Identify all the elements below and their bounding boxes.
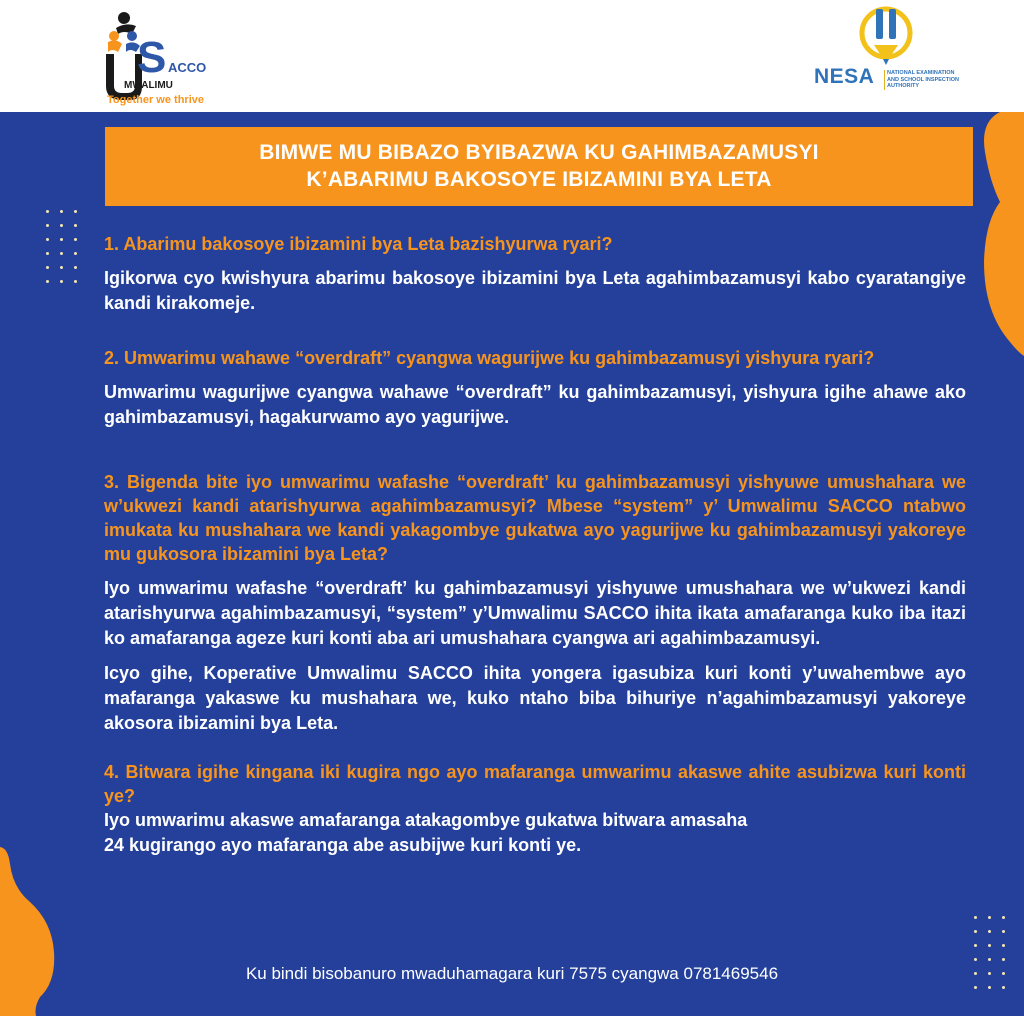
faq-answer-line: 24 kugirango ayo mafaranga abe asubijwe kuri konti ye. bbox=[104, 835, 582, 855]
dot bbox=[46, 210, 49, 213]
nesa-acronym: NESA bbox=[814, 65, 875, 88]
faq-question: 3. Bigenda bite iyo umwarimu wafashe “overdraft’ ku gahimbazamusyi yishyuwe umushahara we w’ukwezi kandi atarishyurwa agahimbazamusyi? Mbese “system” y’ Umwalimu SACCO ntabwo imukata ku mushahara we kandi yakagombye gukatwa ayo yagurijwe ku gahimbazamusyi yakoreye mu gukosora ibizamini bya Leta? bbox=[104, 472, 966, 564]
nesa-full-name-line: NATIONAL EXAMINATION bbox=[887, 70, 955, 76]
dot bbox=[974, 986, 977, 989]
dot bbox=[46, 252, 49, 255]
dot bbox=[74, 280, 77, 283]
nesa-pencil-ring-icon bbox=[856, 5, 916, 67]
header bbox=[0, 0, 1024, 112]
faq-item bbox=[104, 346, 966, 430]
dot bbox=[974, 958, 977, 961]
dot bbox=[974, 916, 977, 919]
nesa-full-name-line: AND SCHOOL INSPECTION bbox=[887, 76, 960, 83]
logo-tagline: Together we thrive bbox=[107, 94, 204, 106]
dot bbox=[1002, 986, 1005, 989]
logo-mwalimu-text: MWALIMU bbox=[124, 80, 173, 91]
faq-question: 4. Bitwara igihe kingana iki kugira ngo ayo mafaranga umwarimu akaswe ahite asubizwa kuri konti ye? bbox=[104, 762, 966, 806]
nesa-full-name-line: AUTHORITY bbox=[887, 83, 920, 89]
dot bbox=[988, 986, 991, 989]
dot bbox=[60, 210, 63, 213]
faq-answer: Igikorwa cyo kwishyura abarimu bakosoye ibizamini bya Leta agahimbazamusyi kabo cyaratangiye kandi kirakomeje. bbox=[104, 268, 966, 313]
dot bbox=[60, 238, 63, 241]
dot bbox=[60, 224, 63, 227]
faq-answer: Iyo umwarimu wafashe “overdraft’ ku gahimbazamusyi yishyuwe umushahara we w’ukwezi kandi atarishyurwa agahimbazamusyi, “system” y’Umwalimu SACCO ihita ikata amafaranga kuko iba itazi ko amafaranga ageze kuri konti aba ari umushahara cyangwa ari agahimbazamusyi. bbox=[104, 578, 966, 648]
page-title-line: K’ABARIMU BAKOSOYE IBIZAMINI BYA LETA bbox=[306, 168, 772, 191]
dot bbox=[988, 930, 991, 933]
faq-answer: Icyo gihe, Koperative Umwalimu SACCO ihita yongera igasubiza kuri konti y’uwahembwe ayo mafaranga yakaswe ku mushahara we, kuko ntaho biba bihuriye n’agahimbazamusyi yakoreye akosora ibizamini bya Leta. bbox=[104, 663, 966, 733]
footer-contact-text: Ku bindi bisobanuro mwaduhamagara kuri 7575 cyangwa 0781469546 bbox=[245, 964, 779, 983]
faq-answer: Umwarimu wagurijwe cyangwa wahawe “overdraft” ku gahimbazamusyi, yishyura igihe ahawe ako gahimbazamusyi, hagakurwamo ayo yagurijwe. bbox=[104, 382, 966, 427]
dot bbox=[74, 224, 77, 227]
dot bbox=[46, 280, 49, 283]
dot bbox=[46, 238, 49, 241]
people-figures-icon bbox=[102, 8, 232, 108]
faq-list bbox=[104, 232, 966, 858]
dot bbox=[988, 944, 991, 947]
dot bbox=[974, 930, 977, 933]
dot bbox=[74, 266, 77, 269]
dot bbox=[1002, 916, 1005, 919]
page-title-banner bbox=[105, 127, 973, 206]
dot bbox=[74, 238, 77, 241]
dot bbox=[1002, 944, 1005, 947]
dot bbox=[60, 280, 63, 283]
faq-question: 2. Umwarimu wahawe “overdraft” cyangwa wagurijwe ku gahimbazamusyi yishyura ryari? bbox=[104, 348, 875, 368]
page-title-line: BIMWE MU BIBAZO BYIBAZWA KU GAHIMBAZAMUSYI bbox=[259, 141, 819, 164]
faq-item bbox=[104, 470, 966, 736]
dot bbox=[1002, 930, 1005, 933]
dot bbox=[974, 944, 977, 947]
decorative-dots-left bbox=[44, 208, 78, 284]
logo-acco-text: ACCO bbox=[168, 60, 207, 75]
dot bbox=[988, 958, 991, 961]
dot bbox=[46, 266, 49, 269]
dot bbox=[60, 266, 63, 269]
dot bbox=[988, 916, 991, 919]
dot bbox=[74, 210, 77, 213]
faq-item bbox=[104, 760, 966, 858]
faq-question: 1. Abarimu bakosoye ibizamini bya Leta bazishyurwa ryari? bbox=[104, 234, 613, 254]
dot bbox=[46, 224, 49, 227]
logo-letter-s: S bbox=[137, 33, 167, 82]
dot bbox=[74, 252, 77, 255]
faq-answer-line: Iyo umwarimu akaswe amafaranga atakagombye gukatwa bitwara amasaha bbox=[104, 810, 748, 830]
nesa-divider bbox=[884, 70, 885, 90]
dot bbox=[1002, 958, 1005, 961]
nesa-full-name bbox=[887, 70, 967, 90]
faq-item bbox=[104, 232, 966, 316]
dot bbox=[60, 252, 63, 255]
content-panel bbox=[0, 112, 1024, 1016]
